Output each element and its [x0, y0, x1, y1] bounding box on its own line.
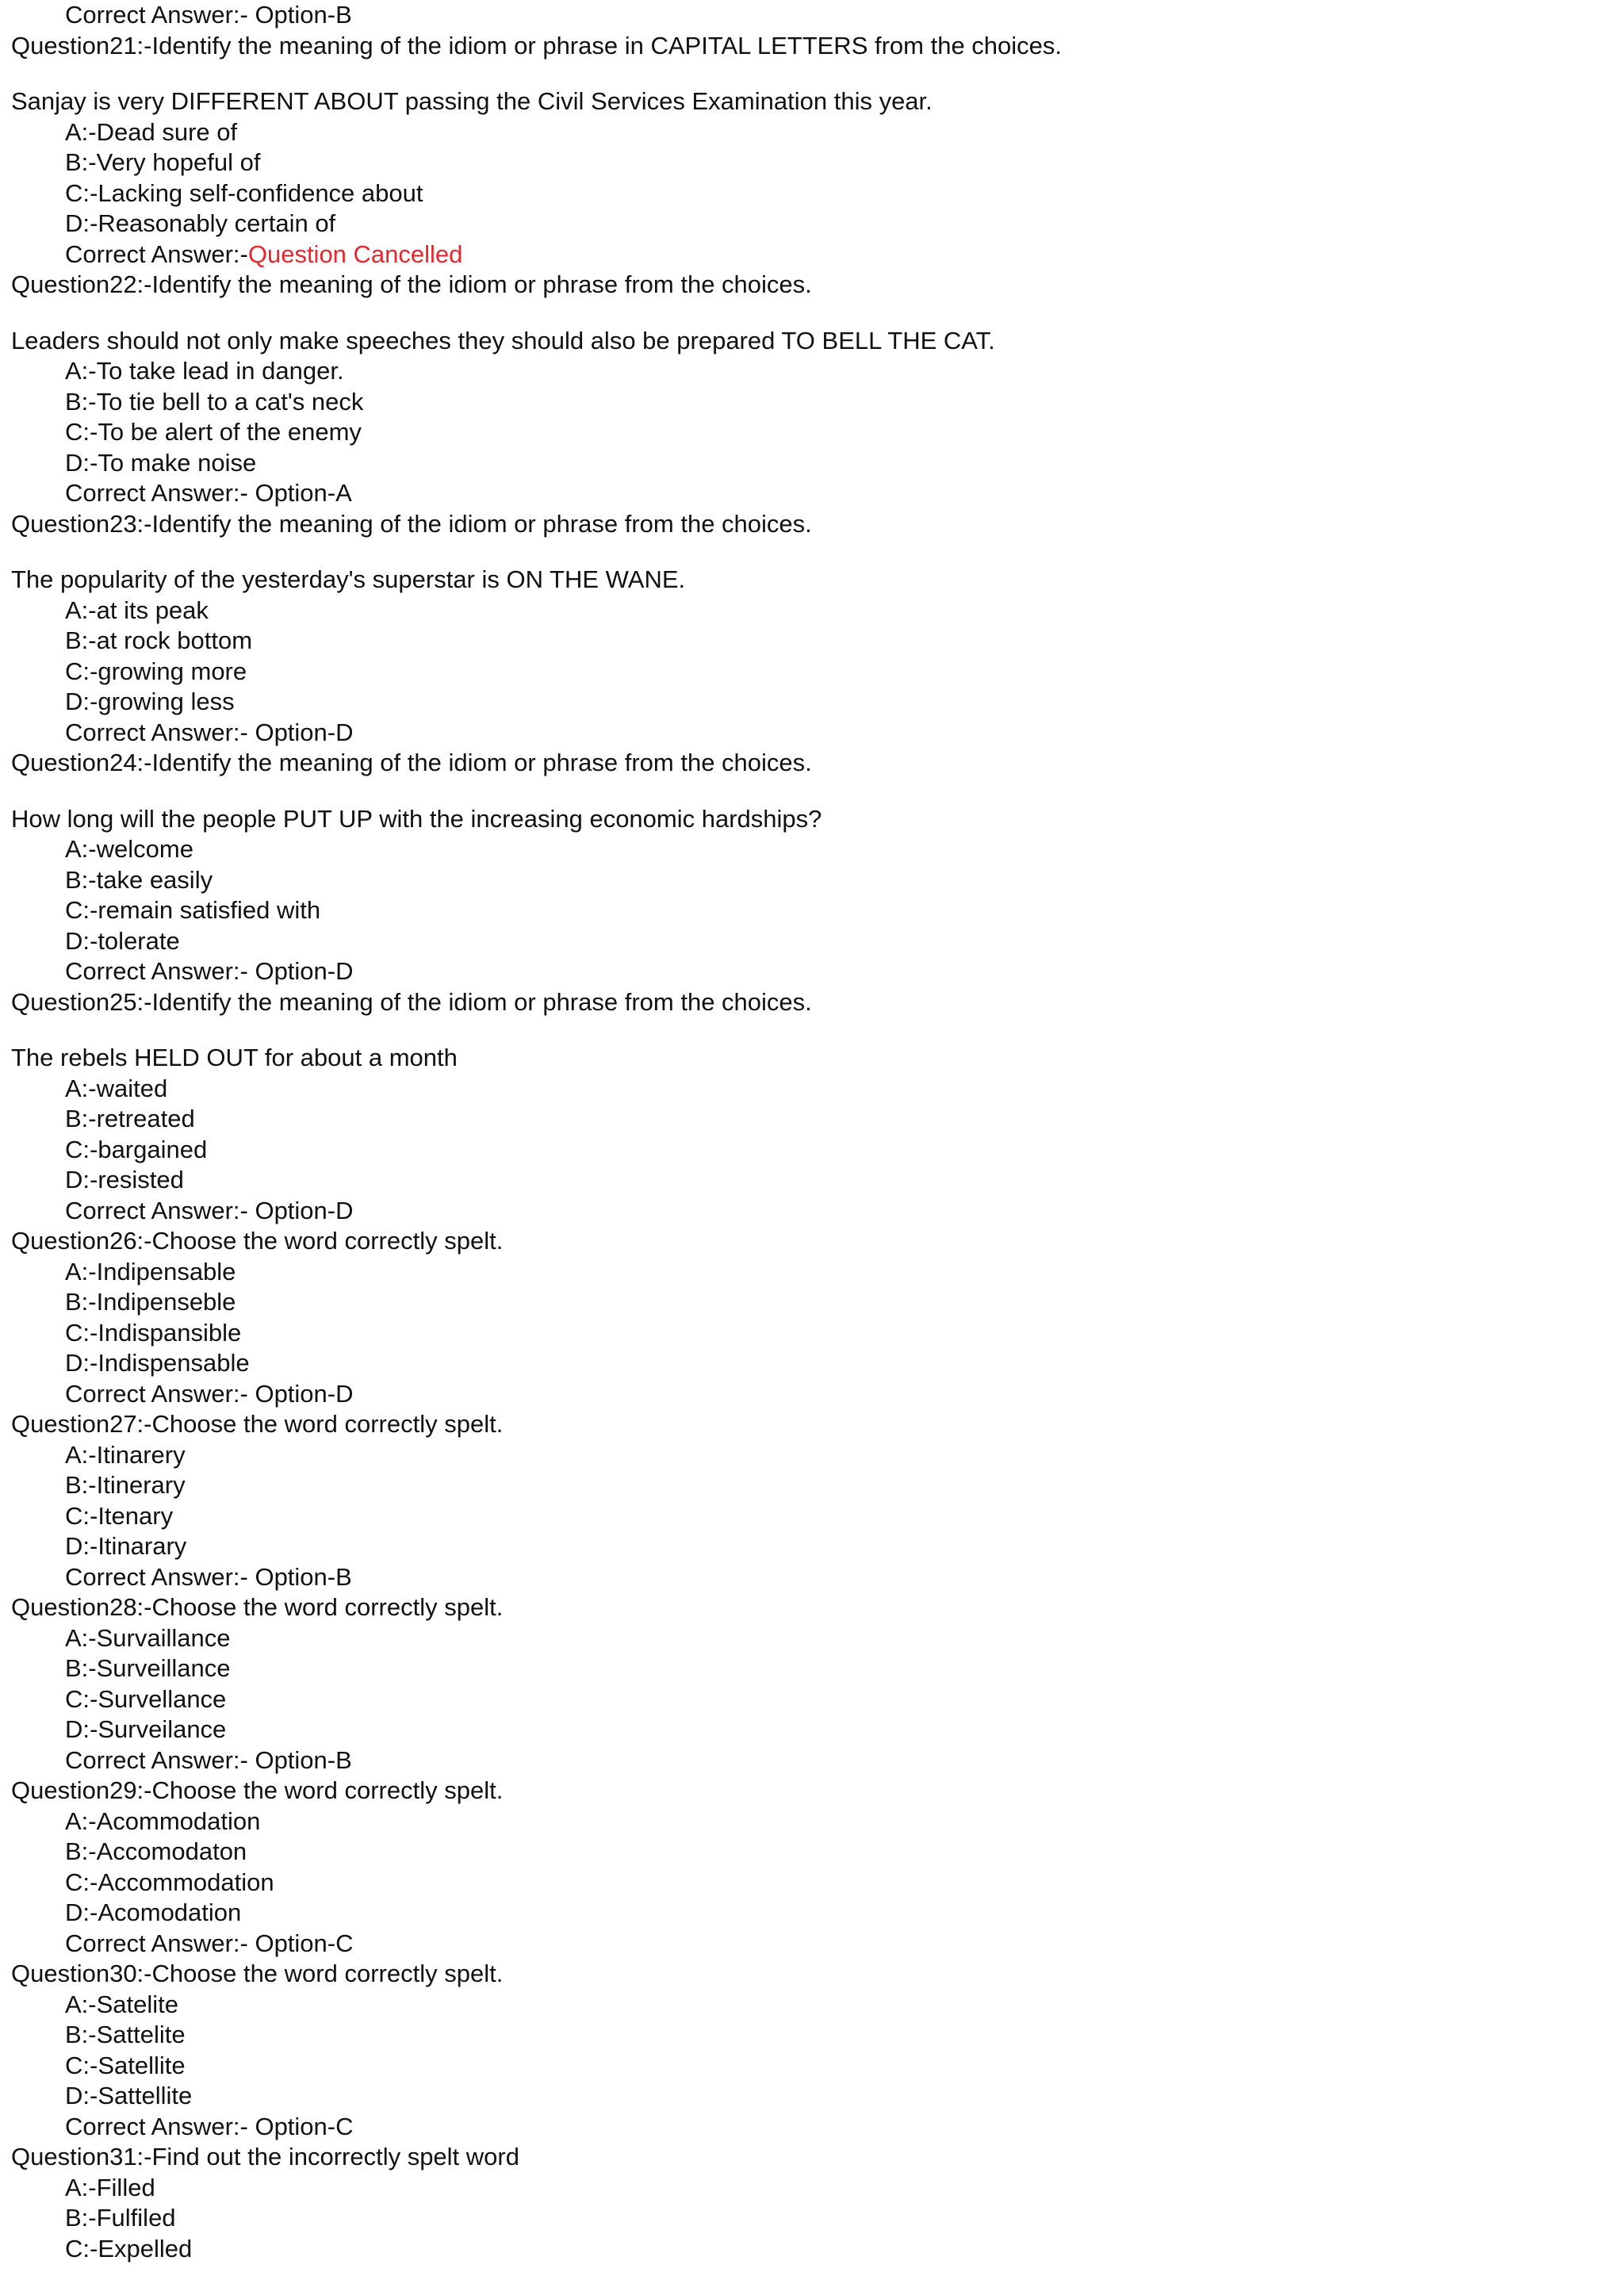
option-d: D:-Sattellite [65, 2082, 193, 2109]
correct-answer [0, 718, 1624, 749]
option-a: A:-Indipensable [65, 1257, 236, 1285]
option-d: D:-Acomodation [65, 1898, 242, 1926]
answer-label: Correct Answer:- [65, 479, 248, 507]
option-d: D:-growing less [65, 688, 235, 715]
option-a: A:-waited [65, 1074, 168, 1102]
question-title: Question31:-Find out the incorrectly spelt word [11, 2143, 519, 2170]
answer-label: Correct Answer:- [65, 1929, 248, 1957]
answer-value: Option-C [247, 2112, 354, 2140]
answer-value: Option-C [247, 1929, 354, 1957]
correct-answer [0, 239, 1624, 270]
correct-answer [0, 956, 1624, 987]
option-b: B:-Indipenseble [65, 1288, 236, 1316]
question-block-23 [0, 509, 1624, 749]
answer-value: Option-D [247, 957, 354, 985]
option-a: A:-Satelite [65, 1990, 179, 2018]
question-title: Question29:-Choose the word correctly spelt. [11, 1776, 504, 1804]
option-b: B:-at rock bottom [65, 626, 253, 654]
correct-answer [0, 1745, 1624, 1776]
answer-label: Correct Answer:- [65, 1379, 248, 1408]
question-block-24 [0, 748, 1624, 987]
question-title: Question25:-Identify the meaning of the idiom or phrase from the choices. [11, 987, 812, 1016]
question-title: Question26:-Choose the word correctly spelt. [11, 1227, 504, 1255]
option-b: B:-Surveillance [65, 1654, 231, 1682]
correct-answer [0, 1562, 1624, 1593]
option-d: D:-resisted [65, 1166, 184, 1193]
option-c: C:-To be alert of the enemy [65, 418, 362, 446]
option-a: A:-Dead sure of [65, 117, 238, 146]
question-stem: How long will the people PUT UP with the increasing economic hardships? [11, 804, 822, 833]
correct-answer [0, 1196, 1624, 1227]
question-block-28 [0, 1592, 1624, 1776]
option-c: C:-Survellance [65, 1684, 227, 1713]
correct-answer [0, 1379, 1624, 1410]
answer-label: Correct Answer:- [65, 957, 248, 985]
question-title: Question24:-Identify the meaning of the idiom or phrase from the choices. [11, 749, 812, 776]
spacer [0, 1017, 1624, 1043]
question-title: Question30:-Choose the word correctly spelt. [11, 1960, 504, 1987]
option-d: D:-Itinarary [65, 1532, 187, 1560]
option-b: B:-Very hopeful of [65, 148, 261, 176]
option-c: C:-Itenary [65, 1501, 174, 1530]
spacer [0, 779, 1624, 804]
question-block-30 [0, 1959, 1624, 2142]
spacer [0, 301, 1624, 326]
question-title: Question23:-Identify the meaning of the idiom or phrase from the choices. [11, 509, 812, 538]
answer-label: Correct Answer:- [65, 2112, 248, 2140]
question-title: Question28:-Choose the word correctly spelt. [11, 1593, 504, 1621]
question-block-25 [0, 987, 1624, 1227]
spacer [0, 61, 1624, 86]
answer-value: Option-B [247, 1562, 352, 1591]
answer-value: Option-D [247, 1196, 354, 1224]
option-d: D:-Reasonably certain of [65, 209, 336, 237]
option-c: C:-Indispansible [65, 1318, 242, 1347]
answer-value: Option-B [247, 1745, 352, 1774]
correct-answer [0, 1929, 1624, 1960]
option-b: B:-To tie bell to a cat's neck [65, 387, 364, 416]
question-block-26 [0, 1226, 1624, 1409]
question-block-27 [0, 1409, 1624, 1592]
answer-label: Correct Answer:- [65, 1196, 248, 1224]
spacer [0, 539, 1624, 565]
question-block-21 [0, 31, 1624, 270]
option-d: D:-To make noise [65, 448, 257, 477]
option-a: A:-To take lead in danger. [65, 357, 344, 385]
question-title: Question21:-Identify the meaning of the idiom or phrase in CAPITAL LETTERS from the choices. [11, 31, 1063, 59]
correct-answer [0, 478, 1624, 509]
answer-label: Correct Answer:- [65, 239, 248, 268]
question-block-22 [0, 270, 1624, 509]
answer-label: Correct Answer:- [65, 1745, 248, 1774]
option-c: C:-Expelled [65, 2234, 193, 2262]
option-b: B:-Fulfiled [65, 2204, 176, 2232]
question-block-31 [0, 2142, 1624, 2264]
option-d: D:-tolerate [65, 926, 180, 955]
option-a: A:-Survaillance [65, 1623, 231, 1652]
answer-value: Option-D [247, 718, 354, 746]
question-title: Question27:-Choose the word correctly spelt. [11, 1410, 504, 1438]
question-stem: Leaders should not only make speeches they should also be prepared TO BELL THE CAT. [11, 326, 995, 354]
option-b: B:-Accomodaton [65, 1837, 247, 1865]
option-a: A:-Itinarery [65, 1440, 186, 1469]
answer-value: Option-D [247, 1379, 354, 1408]
option-d: D:-Surveilance [65, 1715, 227, 1743]
option-c: C:-remain satisfied with [65, 896, 321, 924]
question-stem: The popularity of the yesterday's superstar is ON THE WANE. [11, 565, 686, 593]
answer-label: Correct Answer:- [65, 718, 248, 746]
option-c: C:-Satellite [65, 2051, 186, 2079]
correct-answer-q20: Correct Answer:- Option-B [65, 1, 352, 29]
option-a: A:-at its peak [65, 596, 209, 624]
option-c: C:-Lacking self-confidence about [65, 178, 423, 207]
option-b: B:-retreated [65, 1105, 195, 1132]
question-stem: Sanjay is very DIFFERENT ABOUT passing the Civil Services Examination this year. [11, 87, 933, 115]
option-c: C:-bargained [65, 1135, 208, 1163]
option-b: B:-take easily [65, 865, 213, 894]
question-stem: The rebels HELD OUT for about a month [11, 1044, 458, 1071]
answer-value: Option-A [247, 479, 352, 507]
option-a: A:-welcome [65, 835, 193, 863]
option-a: A:-Filled [65, 2173, 155, 2201]
cancelled-status: Question Cancelled [247, 239, 463, 268]
option-b: B:-Itinerary [65, 1471, 186, 1499]
option-a: A:-Acommodation [65, 1806, 261, 1835]
question-block-29 [0, 1776, 1624, 1959]
option-c: C:-growing more [65, 657, 247, 685]
option-d: D:-Indispensable [65, 1349, 250, 1377]
question-title: Question22:-Identify the meaning of the idiom or phrase from the choices. [11, 270, 812, 298]
option-c: C:-Accommodation [65, 1868, 274, 1896]
answer-label: Correct Answer:- [65, 1562, 248, 1591]
correct-answer [0, 2112, 1624, 2143]
option-b: B:-Sattelite [65, 2021, 186, 2048]
